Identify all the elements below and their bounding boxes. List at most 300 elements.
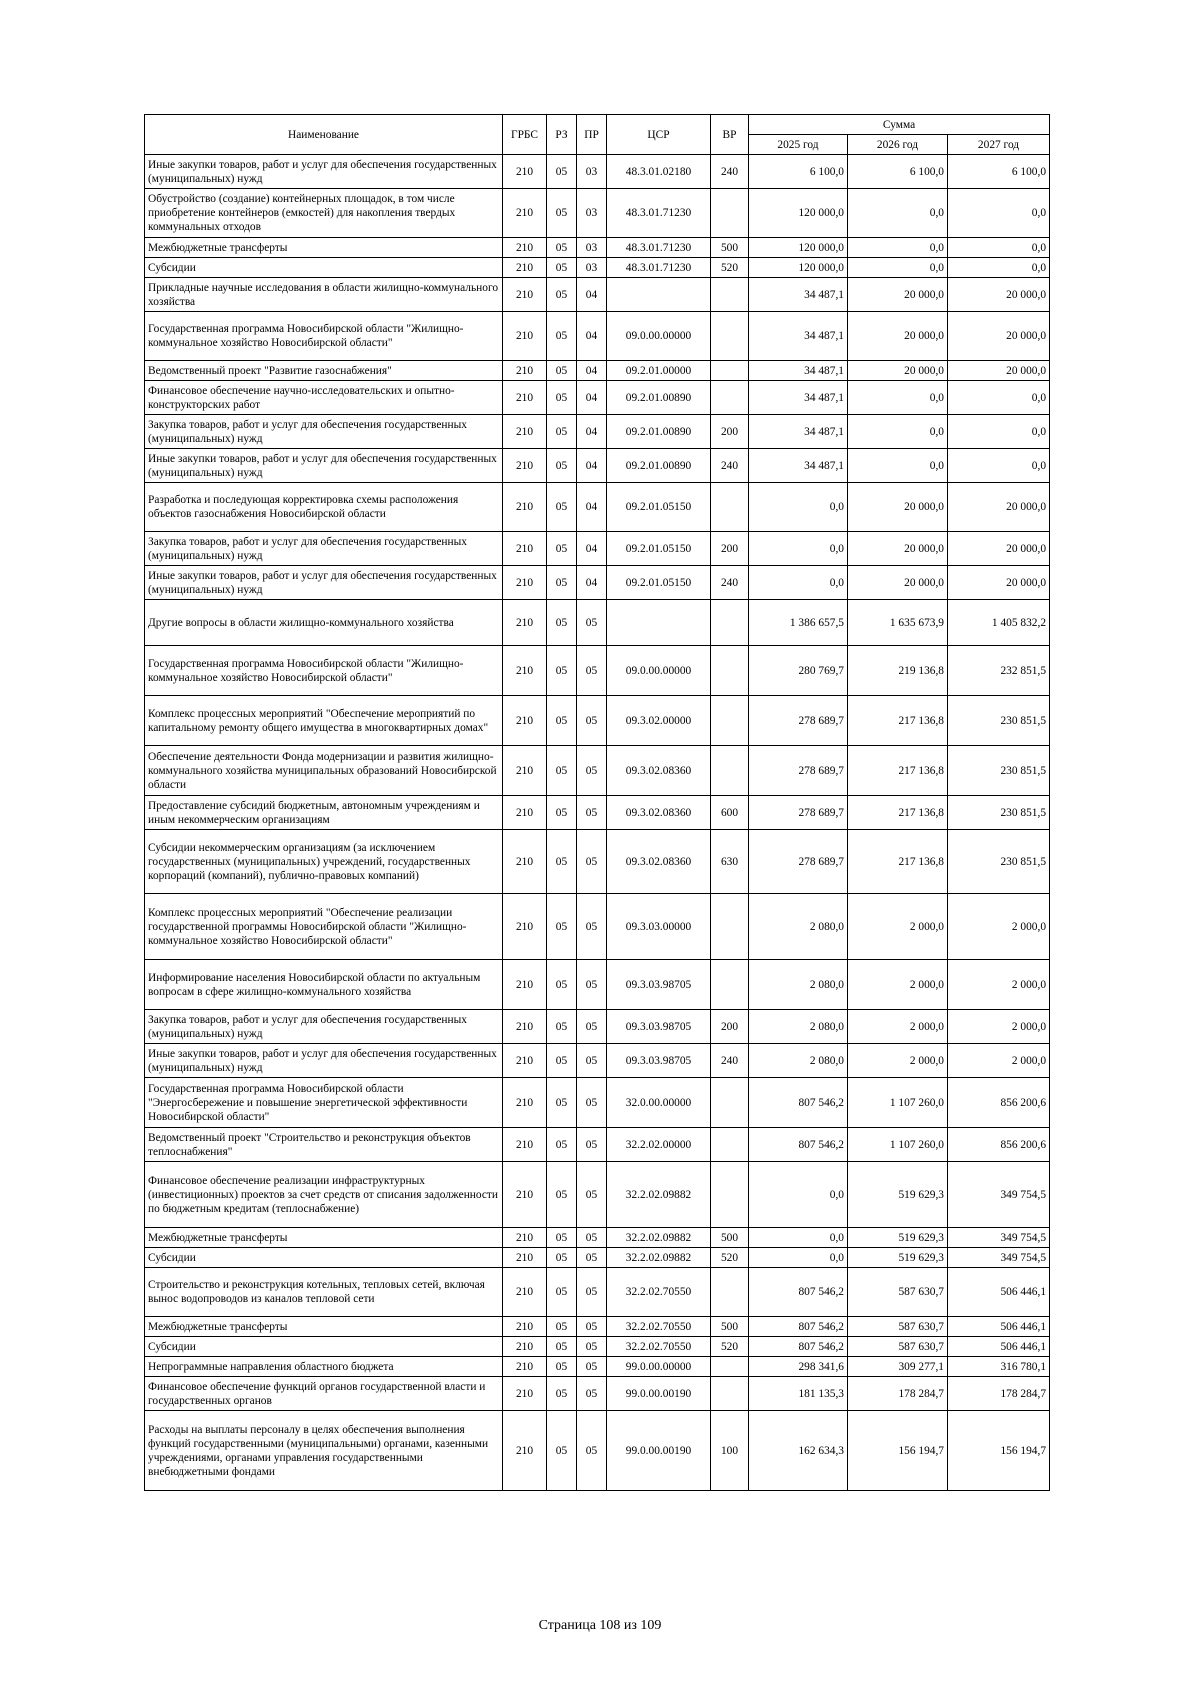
cell-2026: 519 629,3 [848, 1248, 948, 1268]
cell-grbs: 210 [503, 381, 547, 415]
cell-2027: 2 000,0 [948, 960, 1050, 1010]
cell-csr: 09.3.03.98705 [607, 1044, 711, 1078]
cell-name: Строительство и реконструкция котельных, тепловых сетей, включая вынос водопроводов из каналов тепловой сети [145, 1268, 503, 1317]
cell-2027: 230 851,5 [948, 796, 1050, 830]
cell-vr: 200 [711, 532, 749, 566]
cell-2026: 0,0 [848, 449, 948, 483]
cell-name: Субсидии [145, 258, 503, 278]
cell-grbs: 210 [503, 796, 547, 830]
cell-name: Иные закупки товаров, работ и услуг для обеспечения государственных (муниципальных) нужд [145, 566, 503, 600]
table-row [145, 278, 1050, 312]
cell-vr: 200 [711, 1010, 749, 1044]
cell-2027: 230 851,5 [948, 830, 1050, 894]
cell-csr: 48.3.01.71230 [607, 238, 711, 258]
col-2025-header: 2025 год [749, 135, 848, 155]
table-row [145, 449, 1050, 483]
cell-vr [711, 646, 749, 696]
cell-pr: 05 [577, 1317, 607, 1337]
cell-grbs: 210 [503, 696, 547, 746]
cell-name: Финансовое обеспечение научно-исследовательских и опытно-конструкторских работ [145, 381, 503, 415]
cell-grbs: 210 [503, 1128, 547, 1162]
cell-name: Предоставление субсидий бюджетным, автономным учреждениям и иным некоммерческим организациям [145, 796, 503, 830]
cell-csr: 09.3.02.00000 [607, 696, 711, 746]
cell-2025: 807 546,2 [749, 1317, 848, 1337]
cell-2026: 1 107 260,0 [848, 1078, 948, 1128]
cell-vr: 200 [711, 415, 749, 449]
cell-grbs: 210 [503, 1162, 547, 1228]
cell-2027: 156 194,7 [948, 1411, 1050, 1491]
cell-2027: 0,0 [948, 381, 1050, 415]
cell-pr: 05 [577, 1248, 607, 1268]
cell-2027: 20 000,0 [948, 483, 1050, 532]
cell-2026: 156 194,7 [848, 1411, 948, 1491]
cell-2027: 856 200,6 [948, 1128, 1050, 1162]
cell-grbs: 210 [503, 532, 547, 566]
cell-rz: 05 [547, 1162, 577, 1228]
cell-rz: 05 [547, 1268, 577, 1317]
cell-csr: 09.2.01.00890 [607, 449, 711, 483]
cell-2026: 219 136,8 [848, 646, 948, 696]
cell-2025: 6 100,0 [749, 155, 848, 189]
cell-2026: 0,0 [848, 381, 948, 415]
cell-2026: 20 000,0 [848, 312, 948, 361]
cell-2025: 120 000,0 [749, 238, 848, 258]
table-row [145, 312, 1050, 361]
cell-2025: 807 546,2 [749, 1078, 848, 1128]
cell-2025: 278 689,7 [749, 830, 848, 894]
cell-name: Расходы на выплаты персоналу в целях обеспечения выполнения функций государственными (муниципальными) органами, казенными учреждениями, органами управления государственными внебюджетными фондами [145, 1411, 503, 1491]
cell-pr: 04 [577, 361, 607, 381]
cell-2025: 298 341,6 [749, 1357, 848, 1377]
cell-2026: 217 136,8 [848, 696, 948, 746]
cell-name: Разработка и последующая корректировка схемы расположения объектов газоснабжения Новосибирской области [145, 483, 503, 532]
cell-csr: 09.2.01.00890 [607, 381, 711, 415]
table-row [145, 960, 1050, 1010]
col-pr-header: ПР [577, 115, 607, 155]
cell-name: Прикладные научные исследования в области жилищно-коммунального хозяйства [145, 278, 503, 312]
cell-rz: 05 [547, 1377, 577, 1411]
cell-2027: 856 200,6 [948, 1078, 1050, 1128]
cell-csr: 48.3.01.71230 [607, 258, 711, 278]
cell-vr [711, 600, 749, 646]
cell-2027: 230 851,5 [948, 746, 1050, 796]
cell-vr [711, 746, 749, 796]
cell-pr: 05 [577, 1268, 607, 1317]
cell-name: Финансовое обеспечение реализации инфраструктурных (инвестиционных) проектов за счет средств от списания задолженности по бюджетным кредитам (теплоснабжение) [145, 1162, 503, 1228]
cell-pr: 05 [577, 830, 607, 894]
cell-2025: 2 080,0 [749, 960, 848, 1010]
cell-vr [711, 1162, 749, 1228]
table-row [145, 258, 1050, 278]
cell-vr [711, 189, 749, 238]
table-row [145, 796, 1050, 830]
cell-2026: 20 000,0 [848, 566, 948, 600]
cell-2026: 217 136,8 [848, 796, 948, 830]
cell-2027: 0,0 [948, 449, 1050, 483]
cell-pr: 05 [577, 1357, 607, 1377]
cell-2027: 0,0 [948, 238, 1050, 258]
cell-rz: 05 [547, 796, 577, 830]
cell-2026: 309 277,1 [848, 1357, 948, 1377]
cell-vr: 520 [711, 1337, 749, 1357]
cell-2026: 217 136,8 [848, 746, 948, 796]
cell-pr: 04 [577, 415, 607, 449]
cell-name: Межбюджетные трансферты [145, 1228, 503, 1248]
cell-rz: 05 [547, 1248, 577, 1268]
table-row [145, 381, 1050, 415]
cell-grbs: 210 [503, 830, 547, 894]
cell-pr: 05 [577, 1078, 607, 1128]
cell-2027: 349 754,5 [948, 1162, 1050, 1228]
cell-grbs: 210 [503, 361, 547, 381]
cell-2025: 278 689,7 [749, 796, 848, 830]
table-body [145, 155, 1050, 1491]
cell-2027: 1 405 832,2 [948, 600, 1050, 646]
cell-grbs: 210 [503, 1248, 547, 1268]
cell-2025: 162 634,3 [749, 1411, 848, 1491]
cell-pr: 05 [577, 1411, 607, 1491]
cell-rz: 05 [547, 1317, 577, 1337]
cell-pr: 04 [577, 381, 607, 415]
cell-pr: 03 [577, 258, 607, 278]
cell-rz: 05 [547, 894, 577, 960]
cell-rz: 05 [547, 566, 577, 600]
cell-grbs: 210 [503, 960, 547, 1010]
table-row [145, 483, 1050, 532]
cell-grbs: 210 [503, 483, 547, 532]
table-row [145, 1044, 1050, 1078]
col-grbs-header: ГРБС [503, 115, 547, 155]
cell-csr: 09.2.01.05150 [607, 532, 711, 566]
cell-csr: 32.2.02.09882 [607, 1162, 711, 1228]
cell-2026: 2 000,0 [848, 1010, 948, 1044]
cell-pr: 05 [577, 646, 607, 696]
cell-csr: 09.3.03.00000 [607, 894, 711, 960]
cell-name: Межбюджетные трансферты [145, 238, 503, 258]
cell-2027: 0,0 [948, 415, 1050, 449]
cell-2026: 1 635 673,9 [848, 600, 948, 646]
cell-csr: 32.2.02.09882 [607, 1248, 711, 1268]
cell-name: Закупка товаров, работ и услуг для обеспечения государственных (муниципальных) нужд [145, 1010, 503, 1044]
cell-2027: 6 100,0 [948, 155, 1050, 189]
cell-grbs: 210 [503, 1010, 547, 1044]
cell-2025: 34 487,1 [749, 415, 848, 449]
table-row [145, 155, 1050, 189]
cell-2026: 178 284,7 [848, 1377, 948, 1411]
cell-2026: 0,0 [848, 189, 948, 238]
cell-rz: 05 [547, 258, 577, 278]
cell-2027: 506 446,1 [948, 1337, 1050, 1357]
cell-vr: 500 [711, 1228, 749, 1248]
cell-2026: 20 000,0 [848, 483, 948, 532]
cell-vr [711, 483, 749, 532]
cell-pr: 03 [577, 189, 607, 238]
cell-name: Непрограммные направления областного бюджета [145, 1357, 503, 1377]
cell-csr: 32.2.02.70550 [607, 1317, 711, 1337]
table-row [145, 600, 1050, 646]
cell-2025: 280 769,7 [749, 646, 848, 696]
cell-name: Межбюджетные трансферты [145, 1317, 503, 1337]
table-row [145, 696, 1050, 746]
table-row [145, 1268, 1050, 1317]
cell-name: Обустройство (создание) контейнерных площадок, в том числе приобретение контейнеров (емкостей) для накопления твердых коммунальных отходов [145, 189, 503, 238]
cell-csr: 32.2.02.09882 [607, 1228, 711, 1248]
cell-rz: 05 [547, 830, 577, 894]
cell-pr: 04 [577, 312, 607, 361]
cell-2027: 506 446,1 [948, 1317, 1050, 1337]
cell-vr: 600 [711, 796, 749, 830]
cell-grbs: 210 [503, 1317, 547, 1337]
cell-2025: 0,0 [749, 566, 848, 600]
cell-vr: 500 [711, 238, 749, 258]
cell-name: Субсидии [145, 1248, 503, 1268]
cell-grbs: 210 [503, 415, 547, 449]
cell-2027: 20 000,0 [948, 532, 1050, 566]
cell-rz: 05 [547, 696, 577, 746]
cell-name: Государственная программа Новосибирской области "Энергосбережение и повышение энергетической эффективности Новосибирской области" [145, 1078, 503, 1128]
cell-csr: 09.3.02.08360 [607, 796, 711, 830]
cell-csr: 99.0.00.00190 [607, 1377, 711, 1411]
cell-rz: 05 [547, 1228, 577, 1248]
table-header [145, 115, 1050, 155]
table-row [145, 415, 1050, 449]
cell-vr [711, 1268, 749, 1317]
cell-2025: 0,0 [749, 1228, 848, 1248]
cell-csr: 09.0.00.00000 [607, 312, 711, 361]
cell-pr: 05 [577, 796, 607, 830]
cell-pr: 05 [577, 1128, 607, 1162]
cell-pr: 05 [577, 1010, 607, 1044]
cell-rz: 05 [547, 960, 577, 1010]
cell-csr: 09.3.03.98705 [607, 960, 711, 1010]
cell-2026: 519 629,3 [848, 1162, 948, 1228]
cell-2025: 1 386 657,5 [749, 600, 848, 646]
cell-name: Ведомственный проект "Строительство и реконструкция объектов теплоснабжения" [145, 1128, 503, 1162]
cell-csr: 32.2.02.70550 [607, 1268, 711, 1317]
cell-grbs: 210 [503, 600, 547, 646]
cell-vr [711, 894, 749, 960]
table-row [145, 189, 1050, 238]
cell-vr [711, 960, 749, 1010]
cell-name: Ведомственный проект "Развитие газоснабжения" [145, 361, 503, 381]
cell-2025: 807 546,2 [749, 1337, 848, 1357]
cell-vr [711, 1357, 749, 1377]
cell-name: Субсидии [145, 1337, 503, 1357]
cell-name: Государственная программа Новосибирской области "Жилищно-коммунальное хозяйство Новосибирской области" [145, 646, 503, 696]
cell-name: Государственная программа Новосибирской области "Жилищно-коммунальное хозяйство Новосибирской области" [145, 312, 503, 361]
cell-2025: 34 487,1 [749, 381, 848, 415]
cell-vr: 240 [711, 155, 749, 189]
table-row [145, 1317, 1050, 1337]
cell-2027: 349 754,5 [948, 1248, 1050, 1268]
cell-csr: 09.2.01.00890 [607, 415, 711, 449]
cell-rz: 05 [547, 1010, 577, 1044]
cell-vr [711, 1078, 749, 1128]
cell-rz: 05 [547, 1411, 577, 1491]
cell-2025: 0,0 [749, 483, 848, 532]
cell-2025: 0,0 [749, 532, 848, 566]
cell-grbs: 210 [503, 278, 547, 312]
cell-vr [711, 381, 749, 415]
cell-rz: 05 [547, 381, 577, 415]
cell-csr [607, 600, 711, 646]
cell-2025: 0,0 [749, 1248, 848, 1268]
cell-rz: 05 [547, 746, 577, 796]
cell-grbs: 210 [503, 646, 547, 696]
cell-csr: 09.3.02.08360 [607, 830, 711, 894]
cell-rz: 05 [547, 189, 577, 238]
cell-2027: 506 446,1 [948, 1268, 1050, 1317]
cell-pr: 04 [577, 449, 607, 483]
cell-2025: 120 000,0 [749, 189, 848, 238]
cell-rz: 05 [547, 361, 577, 381]
cell-pr: 05 [577, 600, 607, 646]
cell-pr: 05 [577, 1377, 607, 1411]
cell-2026: 587 630,7 [848, 1317, 948, 1337]
cell-2025: 807 546,2 [749, 1128, 848, 1162]
cell-grbs: 210 [503, 746, 547, 796]
cell-pr: 04 [577, 566, 607, 600]
cell-name: Закупка товаров, работ и услуг для обеспечения государственных (муниципальных) нужд [145, 415, 503, 449]
cell-pr: 05 [577, 746, 607, 796]
cell-2027: 20 000,0 [948, 312, 1050, 361]
table-row [145, 1162, 1050, 1228]
cell-2027: 20 000,0 [948, 278, 1050, 312]
cell-2026: 0,0 [848, 415, 948, 449]
cell-2027: 0,0 [948, 258, 1050, 278]
table-row [145, 1248, 1050, 1268]
cell-pr: 05 [577, 1162, 607, 1228]
cell-name: Комплекс процессных мероприятий "Обеспечение мероприятий по капитальному ремонту общего имущества в многоквартирных домах" [145, 696, 503, 746]
cell-rz: 05 [547, 1044, 577, 1078]
cell-csr: 32.2.02.70550 [607, 1337, 711, 1357]
cell-rz: 05 [547, 600, 577, 646]
cell-2025: 807 546,2 [749, 1268, 848, 1317]
cell-vr: 520 [711, 1248, 749, 1268]
cell-csr: 09.3.02.08360 [607, 746, 711, 796]
cell-vr [711, 1377, 749, 1411]
cell-csr: 99.0.00.00190 [607, 1411, 711, 1491]
cell-name: Субсидии некоммерческим организациям (за исключением государственных (муниципальных) учреждений, государственных корпораций (компаний), публично-правовых компаний) [145, 830, 503, 894]
cell-csr: 32.0.00.00000 [607, 1078, 711, 1128]
col-2026-header: 2026 год [848, 135, 948, 155]
table-row [145, 894, 1050, 960]
table-row [145, 1128, 1050, 1162]
cell-2027: 232 851,5 [948, 646, 1050, 696]
cell-rz: 05 [547, 238, 577, 258]
cell-rz: 05 [547, 1337, 577, 1357]
cell-2027: 20 000,0 [948, 361, 1050, 381]
cell-2027: 2 000,0 [948, 1010, 1050, 1044]
cell-2026: 2 000,0 [848, 960, 948, 1010]
cell-grbs: 210 [503, 1337, 547, 1357]
cell-pr: 05 [577, 894, 607, 960]
col-2027-header: 2027 год [948, 135, 1050, 155]
cell-pr: 05 [577, 1337, 607, 1357]
cell-2025: 2 080,0 [749, 894, 848, 960]
table-row [145, 532, 1050, 566]
cell-rz: 05 [547, 1128, 577, 1162]
cell-2027: 20 000,0 [948, 566, 1050, 600]
table-row [145, 1078, 1050, 1128]
cell-grbs: 210 [503, 238, 547, 258]
col-csr-header: ЦСР [607, 115, 711, 155]
col-rz-header: РЗ [547, 115, 577, 155]
cell-pr: 05 [577, 1044, 607, 1078]
cell-vr: 100 [711, 1411, 749, 1491]
cell-grbs: 210 [503, 312, 547, 361]
cell-2025: 278 689,7 [749, 746, 848, 796]
cell-pr: 05 [577, 960, 607, 1010]
cell-grbs: 210 [503, 189, 547, 238]
cell-grbs: 210 [503, 1357, 547, 1377]
table-row [145, 1228, 1050, 1248]
cell-rz: 05 [547, 646, 577, 696]
cell-2025: 34 487,1 [749, 278, 848, 312]
cell-csr [607, 278, 711, 312]
cell-vr [711, 278, 749, 312]
cell-name: Комплекс процессных мероприятий "Обеспечение реализации государственной программы Новосибирской области "Жилищно-коммунальное хозяйство Новосибирской области" [145, 894, 503, 960]
cell-pr: 04 [577, 532, 607, 566]
col-vr-header: ВР [711, 115, 749, 155]
cell-grbs: 210 [503, 1411, 547, 1491]
cell-grbs: 210 [503, 1377, 547, 1411]
cell-grbs: 210 [503, 449, 547, 483]
cell-rz: 05 [547, 532, 577, 566]
cell-grbs: 210 [503, 155, 547, 189]
cell-name: Иные закупки товаров, работ и услуг для обеспечения государственных (муниципальных) нужд [145, 1044, 503, 1078]
cell-2025: 34 487,1 [749, 449, 848, 483]
budget-table [144, 114, 1050, 1491]
cell-rz: 05 [547, 1357, 577, 1377]
cell-vr [711, 696, 749, 746]
cell-2025: 2 080,0 [749, 1044, 848, 1078]
cell-2026: 20 000,0 [848, 361, 948, 381]
cell-rz: 05 [547, 415, 577, 449]
page-number: Страница 108 из 109 [538, 1618, 662, 1633]
cell-2027: 316 780,1 [948, 1357, 1050, 1377]
cell-rz: 05 [547, 155, 577, 189]
cell-csr: 32.2.02.00000 [607, 1128, 711, 1162]
cell-grbs: 210 [503, 258, 547, 278]
cell-2025: 181 135,3 [749, 1377, 848, 1411]
cell-grbs: 210 [503, 566, 547, 600]
cell-2026: 2 000,0 [848, 894, 948, 960]
cell-pr: 03 [577, 155, 607, 189]
cell-csr: 48.3.01.71230 [607, 189, 711, 238]
cell-2027: 349 754,5 [948, 1228, 1050, 1248]
cell-2025: 0,0 [749, 1162, 848, 1228]
cell-2026: 587 630,7 [848, 1268, 948, 1317]
cell-2026: 2 000,0 [848, 1044, 948, 1078]
cell-rz: 05 [547, 449, 577, 483]
cell-2027: 178 284,7 [948, 1377, 1050, 1411]
cell-2026: 587 630,7 [848, 1337, 948, 1357]
cell-vr: 240 [711, 449, 749, 483]
cell-rz: 05 [547, 312, 577, 361]
cell-name: Финансовое обеспечение функций органов государственной власти и государственных органов [145, 1377, 503, 1411]
table-row [145, 1357, 1050, 1377]
cell-grbs: 210 [503, 1044, 547, 1078]
cell-grbs: 210 [503, 1228, 547, 1248]
cell-2027: 2 000,0 [948, 1044, 1050, 1078]
cell-grbs: 210 [503, 894, 547, 960]
cell-csr: 09.2.01.05150 [607, 483, 711, 532]
cell-csr: 99.0.00.00000 [607, 1357, 711, 1377]
cell-2026: 0,0 [848, 238, 948, 258]
cell-2026: 519 629,3 [848, 1228, 948, 1248]
table-row [145, 1337, 1050, 1357]
